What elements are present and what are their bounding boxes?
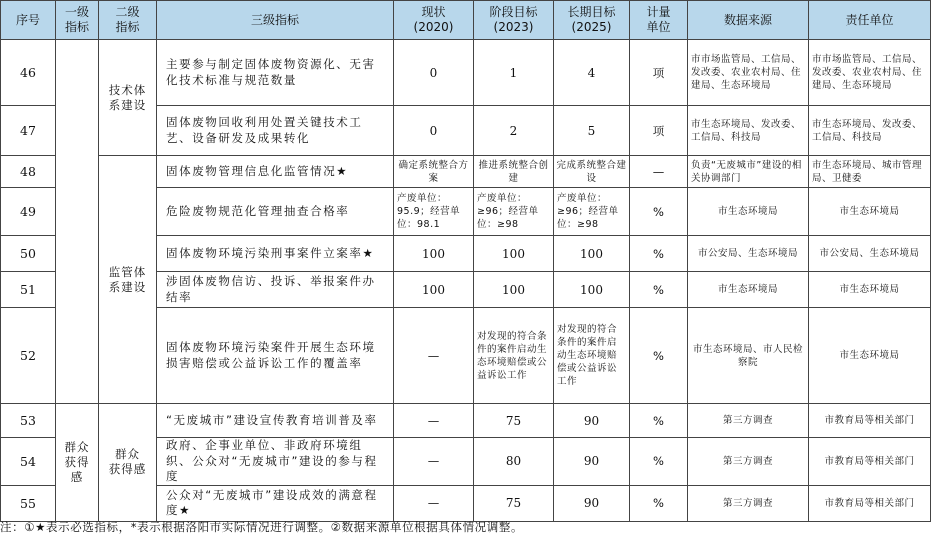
row-stage: 100 <box>474 236 554 272</box>
level2-public-gain: 群众 获得感 <box>99 404 157 522</box>
table-row <box>1 40 931 106</box>
row-no: 48 <box>1 156 56 188</box>
row-status: — <box>394 438 474 486</box>
row-source: 市市场监管局、工信局、发改委、农业农村局、住建局、生态环境局 <box>688 40 809 106</box>
row-no: 46 <box>1 40 56 106</box>
row-source: 市生态环境局 <box>688 188 809 236</box>
row-indicator: 主要参与制定固体废物资源化、无害化技术标准与规范数量 <box>157 40 394 106</box>
row-unit: % <box>630 188 688 236</box>
row-indicator: 固体废物回收利用处置关键技术工艺、设备研发及成果转化 <box>157 106 394 156</box>
header-no: 序号 <box>1 1 56 40</box>
row-resp: 市生态环境局、发改委、工信局、科技局 <box>809 106 931 156</box>
row-stage: 对发现的符合条件的案件启动生态环境赔偿或公益诉讼工作 <box>474 308 554 404</box>
table-row <box>1 156 931 188</box>
row-status: 0 <box>394 106 474 156</box>
row-long: 产废单位：≥96；经营单位：≥98 <box>554 188 630 236</box>
row-unit: % <box>630 485 688 521</box>
row-stage: 75 <box>474 485 554 521</box>
row-long: 5 <box>554 106 630 156</box>
row-resp: 市生态环境局、城市管理局、卫健委 <box>809 156 931 188</box>
header-status: 现状 (2020) <box>394 1 474 40</box>
row-indicator: 涉固体废物信访、投诉、举报案件办结率 <box>157 272 394 308</box>
row-no: 51 <box>1 272 56 308</box>
row-resp: 市教育局等相关部门 <box>809 404 931 438</box>
row-stage: 1 <box>474 40 554 106</box>
header-level1: 一级 指标 <box>56 1 99 40</box>
row-status: 100 <box>394 236 474 272</box>
row-status: — <box>394 485 474 521</box>
row-long: 100 <box>554 236 630 272</box>
row-long: 90 <box>554 404 630 438</box>
row-long: 4 <box>554 40 630 106</box>
row-unit: % <box>630 438 688 486</box>
row-status: — <box>394 308 474 404</box>
row-resp: 市生态环境局 <box>809 272 931 308</box>
row-long: 100 <box>554 272 630 308</box>
row-indicator: 固体废物环境污染刑事案件立案率★ <box>157 236 394 272</box>
row-no: 55 <box>1 485 56 521</box>
row-unit: % <box>630 404 688 438</box>
row-unit: — <box>630 156 688 188</box>
row-resp: 市教育局等相关部门 <box>809 438 931 486</box>
row-indicator: 固体废物管理信息化监管情况★ <box>157 156 394 188</box>
row-source: 第三方调查 <box>688 485 809 521</box>
row-long: 对发现的符合条件的案件启动生态环境赔偿或公益诉讼工作 <box>554 308 630 404</box>
row-long: 90 <box>554 485 630 521</box>
header-long: 长期目标 (2025) <box>554 1 630 40</box>
row-indicator: 固体废物环境污染案件开展生态环境损害赔偿或公益诉讼工作的覆盖率 <box>157 308 394 404</box>
row-source: 市生态环境局、市人民检察院 <box>688 308 809 404</box>
level2-tech-system: 技术体 系建设 <box>99 40 157 156</box>
row-stage: 80 <box>474 438 554 486</box>
header-unit: 计量 单位 <box>630 1 688 40</box>
header-row <box>1 1 931 40</box>
row-status: — <box>394 404 474 438</box>
row-unit: 项 <box>630 40 688 106</box>
row-source: 第三方调查 <box>688 404 809 438</box>
row-stage: 100 <box>474 272 554 308</box>
row-stage: 2 <box>474 106 554 156</box>
row-indicator: “无废城市”建设宣传教育培训普及率 <box>157 404 394 438</box>
row-indicator: 危险废物规范化管理抽查合格率 <box>157 188 394 236</box>
row-resp: 市生态环境局 <box>809 308 931 404</box>
row-resp: 市市场监管局、工信局、发改委、农业农村局、住建局、生态环境局 <box>809 40 931 106</box>
row-no: 52 <box>1 308 56 404</box>
header-level3: 三级指标 <box>157 1 394 40</box>
table-footnote: 注：①★表示必选指标，*表示根据洛阳市实际情况进行调整。②数据来源单位根据具体情况调整。 <box>0 520 524 534</box>
row-stage: 产废单位：≥96；经营单位：≥98 <box>474 188 554 236</box>
row-source: 第三方调查 <box>688 438 809 486</box>
header-resp: 责任单位 <box>809 1 931 40</box>
row-no: 54 <box>1 438 56 486</box>
row-source: 负责“无废城市”建设的相关协调部门 <box>688 156 809 188</box>
row-indicator: 政府、企事业单位、非政府环境组织、公众对“无废城市”建设的参与程度 <box>157 438 394 486</box>
table-row <box>1 404 931 438</box>
row-no: 50 <box>1 236 56 272</box>
row-status: 确定系统整合方案 <box>394 156 474 188</box>
level1-public-gain: 群众 获得 感 <box>56 404 99 522</box>
header-level2: 二级 指标 <box>99 1 157 40</box>
level2-supervision-system: 监管体 系建设 <box>99 156 157 404</box>
row-no: 49 <box>1 188 56 236</box>
header-stage: 阶段目标 (2023) <box>474 1 554 40</box>
row-status: 0 <box>394 40 474 106</box>
row-status: 100 <box>394 272 474 308</box>
row-unit: % <box>630 236 688 272</box>
row-unit: % <box>630 272 688 308</box>
row-stage: 75 <box>474 404 554 438</box>
header-source: 数据来源 <box>688 1 809 40</box>
row-indicator: 公众对“无废城市”建设成效的满意程度★ <box>157 485 394 521</box>
row-no: 47 <box>1 106 56 156</box>
row-long: 90 <box>554 438 630 486</box>
row-unit: 项 <box>630 106 688 156</box>
row-source: 市公安局、生态环境局 <box>688 236 809 272</box>
row-resp: 市公安局、生态环境局 <box>809 236 931 272</box>
row-source: 市生态环境局、发改委、工信局、科技局 <box>688 106 809 156</box>
row-resp: 市教育局等相关部门 <box>809 485 931 521</box>
row-stage: 推进系统整合创建 <box>474 156 554 188</box>
row-source: 市生态环境局 <box>688 272 809 308</box>
row-unit: % <box>630 308 688 404</box>
row-status: 产废单位：95.9；经营单位：98.1 <box>394 188 474 236</box>
level1-cell-empty <box>56 40 99 404</box>
row-long: 完成系统整合建设 <box>554 156 630 188</box>
row-resp: 市生态环境局 <box>809 188 931 236</box>
row-no: 53 <box>1 404 56 438</box>
